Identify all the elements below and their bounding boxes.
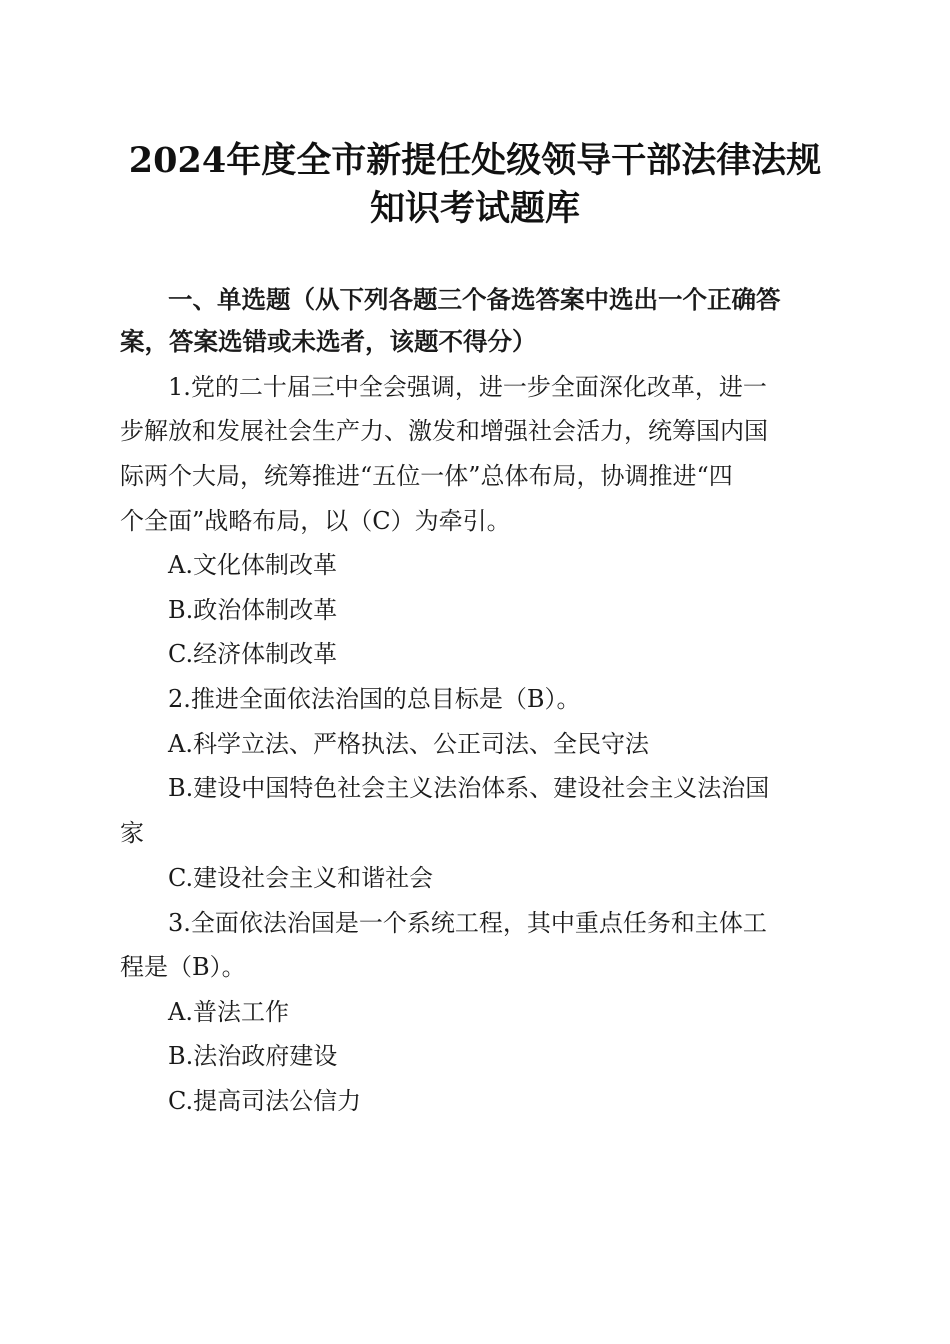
question-3-stem-line-1: 3.全面依法治国是一个系统工程，其中重点任务和主体工	[168, 909, 767, 937]
question-1-stem-line-3: 际两个大局，统筹推进“五位一体”总体布局，协调推进“四	[120, 462, 733, 490]
question-3-option-c: C.提高司法公信力	[168, 1087, 362, 1115]
document-title-line-2: 知识考试题库	[369, 188, 580, 229]
question-1-stem-line-2: 步解放和发展社会生产力、激发和增强社会活力，统筹国内国	[120, 417, 768, 445]
question-3-stem-line-2: 程是（B）。	[120, 953, 246, 981]
question-2-option-b: B.建设中国特色社会主义法治体系、建设社会主义法治国	[168, 774, 770, 802]
question-3-option-b: B.法治政府建设	[168, 1042, 338, 1070]
question-1-option-a: A.文化体制改革	[168, 551, 337, 579]
question-1-option-b: B.政治体制改革	[168, 596, 338, 624]
question-2-option-b-continued: 家	[120, 819, 144, 847]
section-heading-line-2: 案，答案选错或未选者，该题不得分）	[120, 327, 537, 356]
question-1-stem-line-4: 个全面”战略布局，以（C）为牵引。	[120, 507, 511, 535]
question-2-option-a: A.科学立法、严格执法、公正司法、全民守法	[168, 730, 649, 758]
question-1-stem-line-1: 1.党的二十届三中全会强调，进一步全面深化改革，进一	[168, 373, 767, 401]
question-3-option-a: A.普法工作	[168, 998, 289, 1026]
question-2-option-c: C.建设社会主义和谐社会	[168, 864, 434, 892]
document-title-line-1: 2024年度全市新提任处级领导干部法律法规	[128, 140, 822, 181]
question-2-stem-line-1: 2.推进全面依法治国的总目标是（B）。	[168, 685, 581, 713]
question-1-option-c: C.经济体制改革	[168, 640, 338, 668]
section-heading-line-1: 一、单选题（从下列各题三个备选答案中选出一个正确答	[168, 285, 781, 314]
